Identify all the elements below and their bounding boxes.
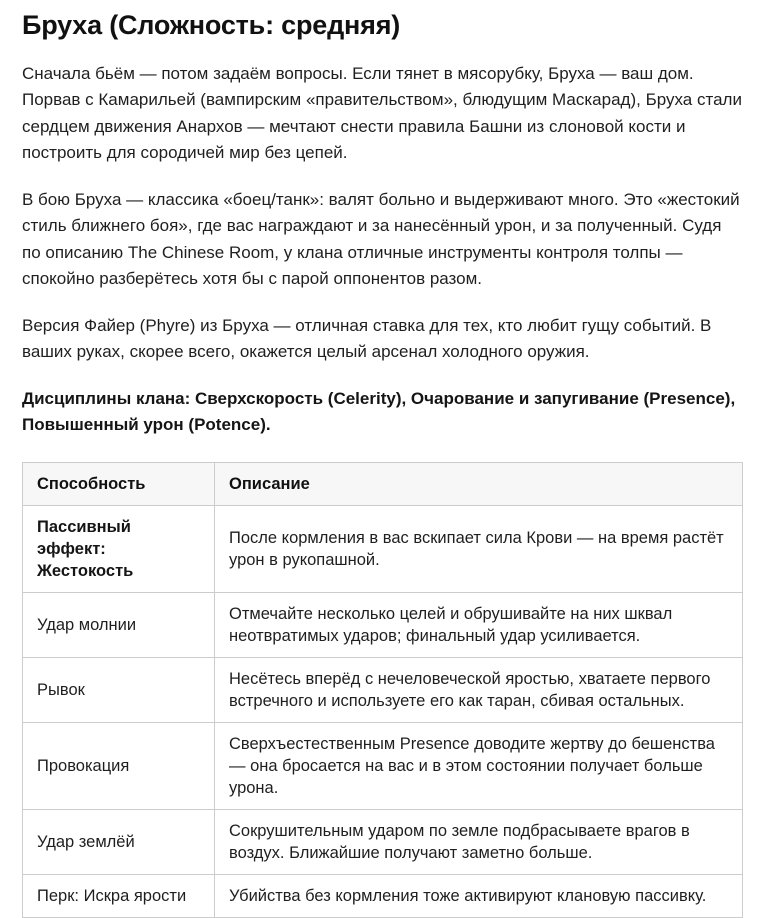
table-row — [23, 505, 743, 592]
ability-cell: Рывок — [23, 657, 215, 722]
table-row — [23, 722, 743, 809]
abilities-table — [22, 462, 743, 918]
ability-cell: Удар землёй — [23, 809, 215, 874]
ability-cell: Провокация — [23, 722, 215, 809]
description-cell: Сверхъестественным Presence доводите жертву до бешенства — она бросается на вас и в этом состоянии получает больше урона. — [215, 722, 743, 809]
article-paragraphs — [22, 61, 743, 439]
body-paragraph: Версия Файер (Phyre) из Бруха — отличная ставка для тех, кто любит гущу событий. В ваших руках, скорее всего, окажется целый арсенал холодного оружия. — [22, 315, 712, 362]
description-cell: Отмечайте несколько целей и обрушивайте на них шквал неотвратимых ударов; финальный удар усиливается. — [215, 592, 743, 657]
ability-cell: Пассивный эффект: Жестокость — [23, 505, 215, 592]
body-paragraph: Сначала бьём — потом задаём вопросы. Если тянет в мясорубку, Бруха — ваш дом. Порвав с Камарильей (вампирским «правительством», блюдущим Маскарад), Бруха стали сердцем движения Анархов — мечтают снести правила Башни из слоновой кости и построить для сородичей мир без цепей. — [22, 63, 742, 163]
description-cell: Убийства без кормления тоже активируют клановую пассивку. — [215, 874, 743, 917]
abilities-table-body — [23, 505, 743, 917]
description-cell: Сокрушительным ударом по земле подбрасываете врагов в воздух. Ближайшие получают заметно больше. — [215, 809, 743, 874]
page-title: Бруха (Сложность: средняя) — [22, 10, 401, 40]
body-paragraph: В бою Бруха — классика «боец/танк»: валят больно и выдерживают много. Это «жестокий стиль ближнего боя», где вас награждают и за нанесённый урон, и за полученный. Судя по описанию The Chinese Room, у клана отличные инструменты контроля толпы — спокойно разберётесь хотя бы с парой оппонентов разом. — [22, 189, 740, 289]
ability-cell: Удар молнии — [23, 592, 215, 657]
description-cell: После кормления в вас вскипает сила Крови — на время растёт урон в рукопашной. — [215, 505, 743, 592]
description-column-header: Описание — [215, 462, 743, 505]
table-header-row — [23, 462, 743, 505]
ability-cell: Перк: Искра ярости — [23, 874, 215, 917]
ability-column-header: Способность — [23, 462, 215, 505]
description-cell: Несётесь вперёд с нечеловеческой яростью, хватаете первого встречного и используете его как таран, сбивая остальных. — [215, 657, 743, 722]
table-row — [23, 809, 743, 874]
table-row — [23, 657, 743, 722]
disciplines-paragraph: Дисциплины клана: Сверхскорость (Celerity), Очарование и запугивание (Presence), Повышенный урон (Potence). — [22, 388, 736, 435]
table-row — [23, 874, 743, 917]
table-row — [23, 592, 743, 657]
